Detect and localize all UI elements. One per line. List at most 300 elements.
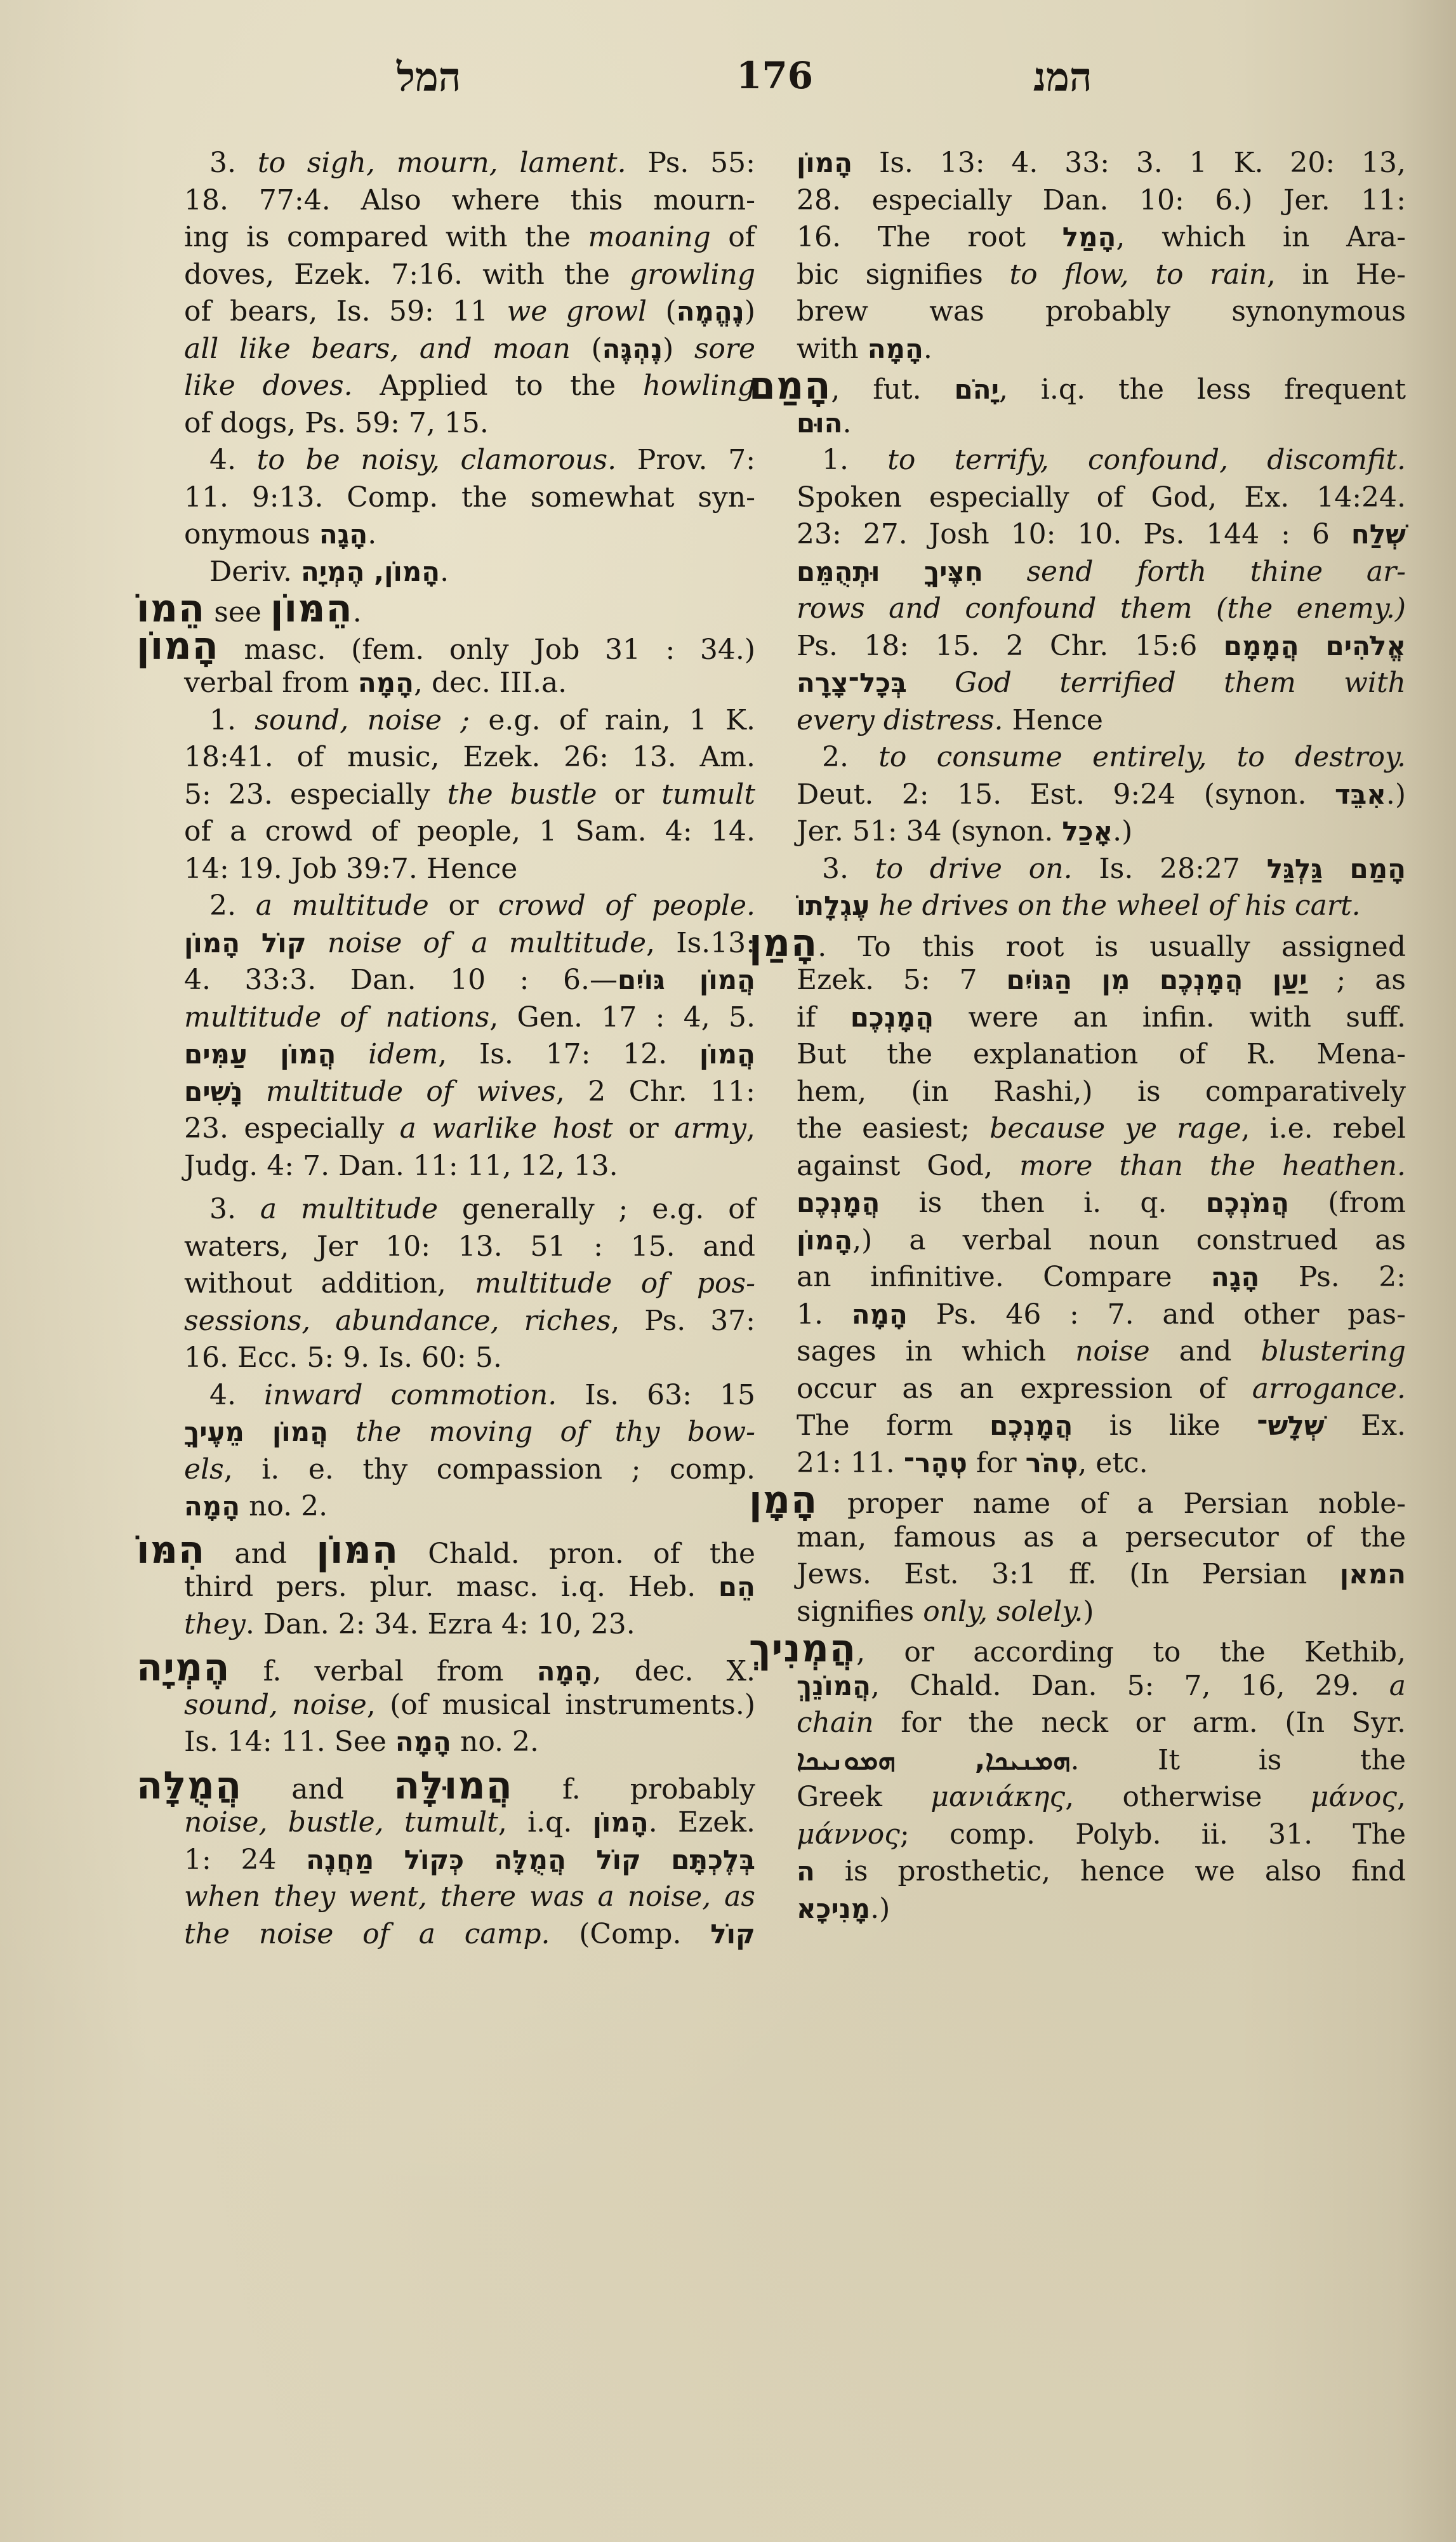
hebrew-word: נֶהֱמֶה <box>676 296 745 327</box>
greek-word: μανιάκης <box>930 1781 1066 1813</box>
text-line <box>184 1340 755 1377</box>
hebrew-word: אָכַל <box>1062 816 1113 847</box>
text-run: without addition, <box>184 1267 475 1300</box>
text-run: , which in Ara- <box>1116 221 1406 253</box>
text-line <box>184 702 755 740</box>
hebrew-word: הָגָה <box>319 519 368 550</box>
text-line <box>797 479 1406 517</box>
headword: הֶמְיָה <box>136 1646 230 1690</box>
text-run: , <box>746 1112 755 1145</box>
text-line <box>797 516 1406 554</box>
text-run <box>336 1038 368 1070</box>
italic-gloss: more than the heathen. <box>1019 1149 1406 1182</box>
hebrew-word: הֲמוֹן גּוֹיִם <box>617 964 755 995</box>
text-line <box>797 554 1406 591</box>
hebrew-word: ה <box>797 1856 815 1887</box>
hebrew-word: טְהֹר <box>1025 1447 1078 1479</box>
text-line <box>749 1627 1406 1671</box>
left-column <box>136 145 756 1953</box>
text-run <box>983 556 1027 588</box>
text-run: ( <box>570 332 602 365</box>
hebrew-word: קוֹל <box>710 1918 755 1950</box>
italic-gloss: noise, bustle, tumult <box>184 1806 498 1839</box>
text-run: of <box>710 221 756 253</box>
hebrew-word: הֵם <box>718 1571 755 1602</box>
text-line <box>184 1036 755 1074</box>
hebrew-word: עֶגְלָתוֹ <box>797 890 870 921</box>
hebrew-word: הָמוֹן <box>797 147 853 178</box>
text-line <box>797 628 1406 665</box>
headword: הִמּוֹ <box>136 1527 206 1573</box>
italic-gloss: only, solely. <box>923 1595 1083 1628</box>
text-run: and <box>205 1537 317 1570</box>
text-run: against God, <box>797 1149 1020 1182</box>
hebrew-word: הֲמָנְכֶם <box>989 1410 1073 1441</box>
guide-word-right: המנ <box>1033 54 1092 100</box>
text-run: . <box>367 518 377 550</box>
italic-gloss: multitude of pos- <box>475 1267 755 1300</box>
text-run: Spoken especially of God, Ex. 14:24. <box>797 481 1406 514</box>
text-run: ) <box>1083 1595 1094 1628</box>
text-run: with <box>797 332 868 365</box>
text-run: Ezek. 5: 7 <box>797 964 1007 996</box>
text-run: if <box>797 1001 850 1034</box>
text-run: Hence <box>1003 703 1103 736</box>
text-run: , Gen. 17 : 4, 5. <box>489 1001 756 1034</box>
hebrew-word: קוֹל הָמוֹן <box>184 927 307 959</box>
hebrew-word: שְׁלַח <box>1351 519 1406 550</box>
text-line <box>797 1705 1406 1742</box>
italic-gloss: rows and confound them (the enemy.) <box>797 592 1406 625</box>
text-run: Jer. 51: 34 (synon. <box>797 815 1062 848</box>
text-run: Chald. pron. of the <box>399 1537 755 1570</box>
hebrew-word: טְהָר־ <box>903 1447 967 1479</box>
text-run: the easiest; <box>797 1112 990 1145</box>
hebrew-word: נָשִׁים <box>184 1075 243 1107</box>
text-line <box>184 405 755 443</box>
hebrew-word: יַעַן הֲמָנְכֶם מִן הַגּוֹיִם <box>1006 964 1307 995</box>
italic-gloss: he drives on the wheel of his cart. <box>878 889 1361 922</box>
text-run: and <box>1149 1335 1261 1367</box>
italic-gloss: sessions, abundance, riches <box>184 1304 611 1337</box>
hebrew-word: הָמָה <box>395 1726 452 1757</box>
text-line <box>797 1333 1406 1371</box>
italic-gloss: to flow, to rain <box>1009 258 1267 291</box>
text-line <box>797 702 1406 740</box>
text-run: Applied to the <box>352 369 643 402</box>
text-run: 1. <box>822 444 888 476</box>
text-run: is then i. q. <box>880 1187 1206 1219</box>
text-run: or <box>428 889 498 922</box>
text-line <box>797 1222 1406 1260</box>
text-run <box>907 667 955 699</box>
headword: הֵמוֹ <box>136 587 206 631</box>
text-run: brew was probably synonymous <box>797 295 1406 328</box>
text-run: , otherwise <box>1065 1781 1311 1813</box>
text-line <box>184 1687 755 1724</box>
italic-gloss: a multitude <box>260 1193 439 1225</box>
italic-gloss: noise of a multitude <box>327 926 647 959</box>
italic-gloss: a multitude <box>255 889 429 922</box>
italic-gloss: blustering <box>1261 1335 1406 1367</box>
text-run: 3. <box>209 147 258 179</box>
text-run: . <box>440 555 449 588</box>
italic-gloss: arrogance. <box>1252 1372 1406 1405</box>
italic-gloss: sound, noise <box>184 1688 367 1721</box>
text-line <box>184 219 755 256</box>
text-line <box>184 1804 755 1842</box>
text-line <box>797 665 1406 702</box>
text-run: . Ezek. <box>648 1806 755 1839</box>
text-run: onymous <box>184 518 319 550</box>
text-line <box>797 1445 1406 1482</box>
text-line <box>797 739 1406 776</box>
text-line <box>184 1916 755 1953</box>
headword: הֵמּוֹן <box>270 587 353 631</box>
italic-gloss: growling <box>630 258 755 291</box>
text-line <box>184 1414 755 1451</box>
text-line <box>136 1646 755 1690</box>
text-run: , or according to the Kethib, <box>856 1636 1406 1668</box>
text-run: 1. <box>797 1298 852 1331</box>
text-line <box>184 368 755 405</box>
text-run: e.g. of rain, 1 K. <box>470 703 756 736</box>
text-run <box>870 889 878 922</box>
text-run: no. 2. <box>240 1490 328 1522</box>
italic-gloss: every distress. <box>797 703 1003 736</box>
greek-word: μάνος <box>1310 1781 1397 1813</box>
hebrew-word: חִצֶּיךָ וּתְהֻמֵּם <box>797 556 983 587</box>
text-run: generally ; e.g. of <box>438 1193 755 1225</box>
text-run: f. probably <box>512 1773 755 1806</box>
text-line <box>797 1853 1406 1891</box>
hebrew-word: הָמַם גַּלְגַּל <box>1266 853 1406 884</box>
text-line <box>797 1074 1406 1111</box>
italic-gloss: sore <box>694 332 755 365</box>
headword: הֲמְנִיךְ <box>749 1627 857 1671</box>
text-run: 16. The root <box>797 221 1062 253</box>
text-line <box>797 293 1406 331</box>
text-run: of bears, Is. 59: 11 <box>184 295 507 328</box>
text-line <box>184 554 755 591</box>
hebrew-word: בְּכָל־צָרָה <box>797 667 907 698</box>
text-run: 1. <box>209 703 255 736</box>
text-run: ) <box>744 295 755 328</box>
text-run: .) <box>1386 778 1406 811</box>
text-run: , in He- <box>1266 258 1406 291</box>
text-line <box>797 1371 1406 1408</box>
text-run: verbal from <box>184 667 358 699</box>
text-line <box>184 1451 755 1489</box>
text-run: Ps. 46 : 7. and other pas- <box>907 1298 1406 1331</box>
hebrew-word: הֲמוֹן <box>699 1039 755 1070</box>
text-run: ; comp. Polyb. ii. 31. The <box>899 1818 1406 1851</box>
text-line <box>184 1148 755 1185</box>
text-line <box>184 1228 755 1266</box>
italic-gloss: inward commotion. <box>264 1378 557 1411</box>
page-number: 176 <box>736 54 814 97</box>
text-line <box>797 888 1406 925</box>
text-run: ,) a verbal noun construed as <box>852 1223 1406 1256</box>
text-run: Ps. 18: 15. 2 Chr. 15:6 <box>797 629 1224 662</box>
text-run: , i.e. rebel <box>1241 1112 1406 1145</box>
text-line <box>797 442 1406 479</box>
text-line <box>184 925 755 962</box>
text-run: . <box>352 596 362 629</box>
syriac-word: ܗܡܢܝܟܐ, ܗܡܘܢܝܟܐ <box>797 1743 1071 1776</box>
text-line <box>184 1110 755 1148</box>
text-line <box>797 1110 1406 1148</box>
text-line <box>136 1527 755 1573</box>
text-run: for the neck or arm. (In Syr. <box>873 1707 1406 1739</box>
text-run: Ps. 2: <box>1259 1261 1406 1293</box>
text-line <box>797 813 1406 851</box>
hebrew-word: הָמַל <box>1062 222 1116 253</box>
text-run: , dec. X. <box>592 1655 755 1687</box>
text-run: 3. <box>209 1193 260 1225</box>
text-run: 28. especially Dan. 10: 6.) Jer. 11: <box>797 183 1406 216</box>
text-line <box>797 1556 1406 1594</box>
italic-gloss: God terrified them with <box>955 667 1406 699</box>
text-run: , fut. <box>831 373 955 406</box>
text-run: 3. <box>822 852 875 885</box>
italic-gloss: howling <box>642 369 755 402</box>
headword: הֲמֻלָּה <box>136 1763 242 1808</box>
italic-gloss: multitude of wives <box>265 1075 556 1108</box>
italic-gloss: idem <box>368 1038 439 1070</box>
text-line <box>184 1303 755 1340</box>
text-run: 4. <box>209 1378 265 1411</box>
text-run: . It is the <box>1070 1743 1406 1776</box>
text-line <box>797 1296 1406 1334</box>
text-run: masc. (fem. only Job 31 : 34.) <box>218 633 755 666</box>
text-run: .) <box>1113 815 1133 848</box>
text-line <box>797 1185 1406 1222</box>
italic-gloss: the noise of a camp. <box>184 1917 550 1950</box>
italic-gloss: we growl <box>506 295 647 328</box>
text-run: Deriv. <box>209 555 301 588</box>
text-line <box>184 739 755 776</box>
italic-gloss: like doves. <box>184 369 353 402</box>
text-line <box>797 962 1406 999</box>
italic-gloss: tumult <box>661 778 756 811</box>
text-run: were an infin. with suff. <box>934 1001 1406 1034</box>
text-line <box>797 145 1406 182</box>
text-run: . To this root is usually assigned <box>817 930 1406 963</box>
hebrew-word: הָמוֹן, הֶמְיָה <box>301 556 440 587</box>
text-line <box>184 888 755 925</box>
hebrew-word: מָנִיכָא <box>797 1893 871 1924</box>
text-run: , i.q. the less frequent <box>998 373 1406 406</box>
hebrew-word: אִבֵּד <box>1334 778 1386 810</box>
text-line <box>184 851 755 888</box>
text-line <box>184 962 755 999</box>
text-run: Prov. 7: <box>616 444 756 476</box>
text-line <box>797 405 1406 443</box>
text-run: 2. <box>822 741 879 773</box>
hebrew-word: נֶהְגֶּה <box>602 333 663 364</box>
italic-gloss: moaning <box>588 221 711 253</box>
text-line <box>749 1478 1406 1522</box>
italic-gloss: to be noisy, clamorous. <box>256 444 617 476</box>
italic-gloss: a <box>1389 1669 1406 1702</box>
text-line <box>797 590 1406 628</box>
text-line <box>797 776 1406 814</box>
text-line <box>797 1036 1406 1074</box>
italic-gloss: when they went, there was a noise, as <box>184 1880 755 1913</box>
text-line <box>136 1763 755 1808</box>
hebrew-word: הָמוֹן <box>592 1807 649 1838</box>
hebrew-word: הָמוֹן <box>797 1224 853 1256</box>
italic-gloss: the bustle <box>447 778 597 811</box>
text-run: is prosthetic, hence we also find <box>814 1855 1406 1887</box>
text-run <box>307 927 328 959</box>
text-run <box>328 1416 355 1448</box>
text-run: and <box>242 1773 394 1806</box>
hebrew-word: הֲמָנְכֶם <box>850 1001 934 1033</box>
italic-gloss: they <box>184 1607 246 1640</box>
text-run: doves, Ezek. 7:16. with the <box>184 258 630 291</box>
italic-gloss: army <box>674 1112 746 1145</box>
text-run: 14: 19. Job 39:7. Hence <box>184 852 518 885</box>
text-line <box>797 1407 1406 1445</box>
text-run: 4. <box>209 444 257 476</box>
text-line <box>136 587 755 631</box>
text-run: man, famous as a persecutor of the <box>797 1521 1406 1554</box>
headword: הָמָן <box>749 1478 818 1522</box>
text-run: Jews. Est. 3:1 ff. (In Persian <box>797 1558 1340 1590</box>
text-run: , etc. <box>1078 1446 1148 1479</box>
text-run: for <box>967 1446 1026 1479</box>
text-line <box>797 1519 1406 1557</box>
italic-gloss: sound, noise ; <box>255 703 470 736</box>
text-line <box>797 1779 1406 1816</box>
text-run: 1: 24 <box>184 1843 307 1876</box>
italic-gloss: because ye rage <box>989 1112 1241 1145</box>
italic-gloss: send forth thine ar- <box>1026 555 1406 588</box>
hebrew-word: אֱלֹהִים הֲמָמָם <box>1223 630 1406 662</box>
text-run: third pers. plur. masc. i.q. Heb. <box>184 1571 718 1603</box>
text-run: . Dan. 2: 34. Ezra 4: 10, 23. <box>245 1607 635 1640</box>
text-run: , Is. 17: 12. <box>438 1038 699 1070</box>
italic-gloss: noise <box>1075 1335 1150 1367</box>
text-run: or <box>597 778 662 811</box>
text-line <box>797 182 1406 220</box>
text-run: But the explanation of R. Mena- <box>797 1038 1406 1070</box>
hebrew-word: הָמָה <box>357 667 414 698</box>
text-run: proper name of a Persian noble- <box>817 1487 1406 1520</box>
text-run: waters, Jer 10: 13. 51 : 15. and <box>184 1230 755 1263</box>
hebrew-word: הֲמוֹנֵךְ <box>797 1670 871 1701</box>
text-line <box>184 1724 755 1761</box>
text-line <box>184 776 755 814</box>
text-run: , Ps. 37: <box>611 1304 756 1337</box>
headword: הָמַם <box>749 364 831 408</box>
hebrew-word: יָהֹם <box>954 374 999 405</box>
text-line <box>797 1891 1406 1928</box>
text-line <box>797 331 1406 368</box>
text-line <box>184 182 755 220</box>
text-line <box>184 1606 755 1644</box>
italic-gloss: to drive on. <box>875 852 1073 885</box>
text-run: signifies <box>797 1595 923 1628</box>
text-run: of dogs, Ps. 59: 7, 15. <box>184 406 489 439</box>
text-line <box>797 851 1406 888</box>
text-line <box>797 1259 1406 1296</box>
text-run: Deut. 2: 15. Est. 9:24 (synon. <box>797 778 1335 811</box>
text-run: 23: 27. Josh 10: 10. Ps. 144 : 6 <box>797 518 1351 550</box>
text-line <box>797 1816 1406 1854</box>
text-line <box>184 331 755 368</box>
text-line <box>797 1148 1406 1185</box>
italic-gloss: to sigh, mourn, lament. <box>257 147 626 179</box>
text-line <box>797 999 1406 1037</box>
text-run: 2. <box>209 889 256 922</box>
text-line <box>184 293 755 331</box>
text-run: The form <box>797 1409 990 1442</box>
text-line <box>184 1377 755 1414</box>
text-line <box>184 256 755 294</box>
text-line <box>184 1191 755 1228</box>
text-run: bic signifies <box>797 258 1010 291</box>
text-run: 23. especially <box>184 1112 400 1145</box>
text-run: 18. 77:4. Also where this mourn- <box>184 183 755 216</box>
text-run: .) <box>870 1892 890 1925</box>
text-run: Ps. 55: <box>626 147 755 179</box>
text-run: 18:41. of music, Ezek. 26: 13. Am. <box>184 741 755 773</box>
text-run: ; as <box>1307 964 1406 996</box>
hebrew-word: הֲמוֹן מֵעֶיךָ <box>184 1416 328 1447</box>
text-line <box>184 479 755 517</box>
text-line <box>184 1074 755 1111</box>
text-run: sages in which <box>797 1335 1076 1367</box>
headword: הֲמוּלָּה <box>394 1763 513 1808</box>
italic-gloss: all like bears, and moan <box>184 332 571 365</box>
right-column <box>749 145 1406 1927</box>
text-run: Judg. 4: 7. Dan. 11: 11, 12, 13. <box>184 1149 618 1182</box>
text-line <box>184 1265 755 1303</box>
text-run: , <box>1397 1781 1406 1813</box>
italic-gloss: els <box>184 1453 224 1486</box>
text-run: 4. 33:3. Dan. 10 : 6.— <box>184 964 618 996</box>
headword: הָמוֹן <box>136 623 219 669</box>
headword: הָמַן <box>749 921 818 966</box>
text-line <box>797 219 1406 256</box>
hebrew-word: הֲמֹנְכֶם <box>1205 1187 1290 1218</box>
text-run: . <box>842 406 852 439</box>
italic-gloss: chain <box>797 1707 874 1739</box>
text-run <box>243 1075 266 1108</box>
text-run: 16. Ecc. 5: 9. Is. 60: 5. <box>184 1341 502 1374</box>
hebrew-word: הָמָה <box>184 1491 241 1522</box>
text-run: Greek <box>797 1781 931 1813</box>
hebrew-word: הֲמוֹן עַמִּים <box>184 1039 336 1070</box>
text-line <box>184 1879 755 1916</box>
hebrew-word: הָמָה <box>536 1656 593 1687</box>
text-run: see <box>205 596 270 629</box>
italic-gloss: to terrify, confound, discomfit. <box>887 444 1406 476</box>
text-line <box>136 623 755 669</box>
text-run: f. verbal from <box>230 1655 537 1687</box>
text-line <box>184 145 755 182</box>
text-run: no. 2. <box>451 1726 539 1758</box>
text-run: (from <box>1289 1187 1406 1219</box>
text-run: (Comp. <box>550 1917 711 1950</box>
text-run: 11. 9:13. Comp. the somewhat syn- <box>184 481 755 514</box>
italic-gloss: the moving of thy bow- <box>355 1416 755 1448</box>
text-run: Is. 63: 15 <box>557 1378 755 1411</box>
italic-gloss: to consume entirely, to destroy. <box>878 741 1406 773</box>
